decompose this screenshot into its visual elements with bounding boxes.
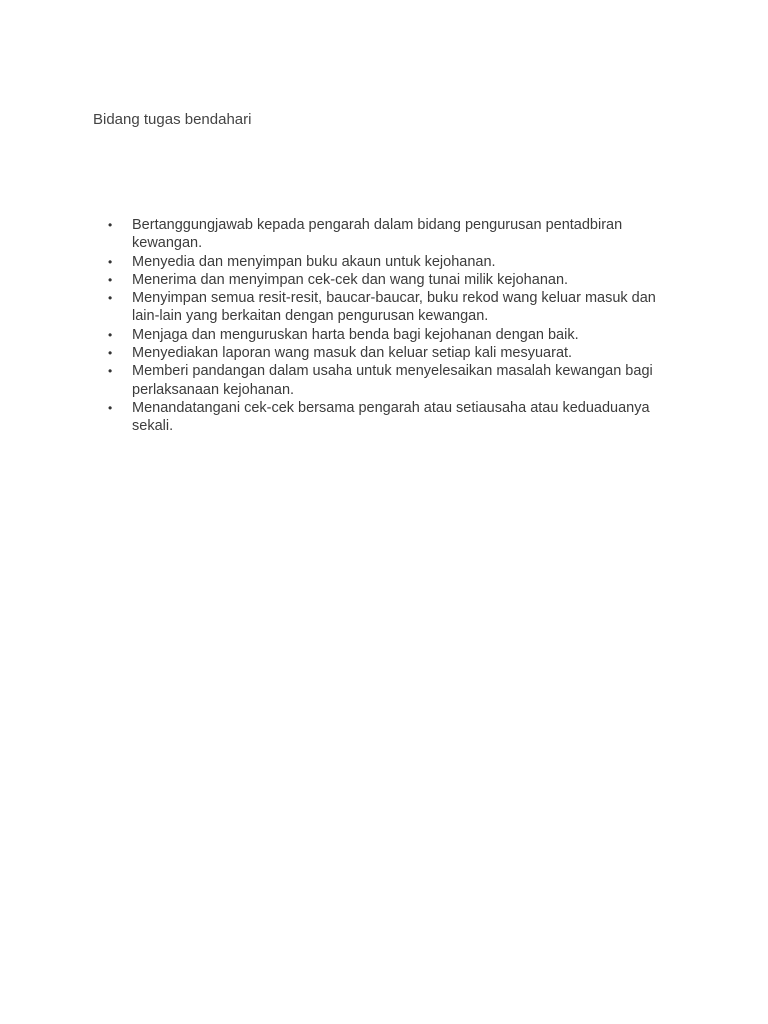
list-item (108, 344, 672, 362)
duties-list (108, 216, 672, 436)
duty-text: Bertanggungjawab kepada pengarah dalam bidang pengurusan pentadbiran kewangan. (132, 217, 623, 252)
duty-text: Menyediakan laporan wang masuk dan keluar setiap kali mesyuarat. (132, 345, 573, 362)
bullet-icon: • (108, 327, 113, 342)
duty-text: Menyimpan semua resit-resit, baucar-baucar, buku rekod wang keluar masuk dan lain-lain yang berkaitan dengan pengurusan kewangan. (132, 290, 656, 325)
bullet-icon: • (108, 346, 113, 361)
list-item (108, 362, 672, 399)
list-item (108, 216, 672, 253)
list-item (108, 253, 672, 271)
duty-text: Menerima dan menyimpan cek-cek dan wang tunai milik kejohanan. (132, 271, 569, 288)
duty-text: Menyedia dan menyimpan buku akaun untuk kejohanan. (132, 253, 496, 270)
bullet-icon: • (108, 291, 113, 306)
list-item (108, 326, 672, 344)
bullet-icon: • (108, 272, 113, 287)
list-item (108, 399, 672, 436)
list-item (108, 289, 672, 326)
document-title: Bidang tugas bendahari (93, 111, 252, 128)
bullet-icon: • (108, 400, 113, 415)
bullet-icon: • (108, 254, 113, 269)
bullet-icon: • (108, 218, 113, 232)
duty-text: Menjaga dan menguruskan harta benda bagi kejohanan dengan baik. (132, 326, 579, 343)
duty-text: Memberi pandangan dalam usaha untuk menyelesaikan masalah kewangan bagi perlaksanaan kejohanan. (132, 363, 653, 398)
list-item (108, 271, 672, 289)
duty-text: Menandatangani cek-cek bersama pengarah atau setiausaha atau keduaduanya sekali. (132, 399, 650, 435)
bullet-icon: • (108, 364, 113, 379)
